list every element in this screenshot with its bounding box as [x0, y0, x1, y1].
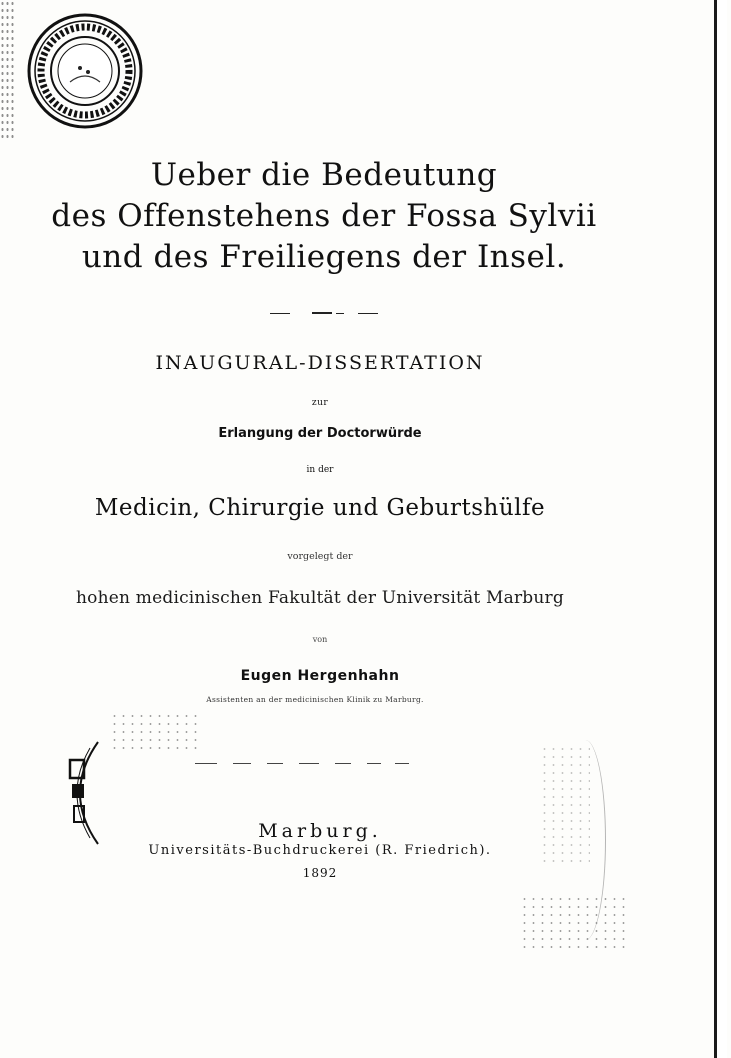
faculty-text: hohen medicinischen Fakultät der Universität Marburg	[76, 588, 564, 608]
scan-speckle	[110, 712, 200, 752]
author-name: Eugen Hergenhahn	[240, 668, 400, 684]
library-stamp-icon	[26, 12, 144, 130]
dissertation-purpose: Erlangung der Doctorwürde	[218, 426, 422, 441]
dissertation-type: INAUGURAL-DISSERTATION	[155, 352, 485, 374]
title-line-1: Ueber die Bedeutung	[150, 157, 498, 193]
vorgelegt-text: vorgelegt der	[287, 551, 353, 562]
dissertation-field: Medicin, Chirurgie und Geburtshülfe	[94, 495, 546, 521]
title-line-3: und des Freiliegens der Insel.	[81, 239, 567, 275]
imprint-place: Marburg.	[258, 820, 382, 842]
title-line-2: des Offenstehens der Fossa Sylvii	[51, 198, 597, 234]
ornamental-rule	[270, 312, 380, 316]
dashed-rule	[195, 762, 410, 766]
page-edge	[714, 0, 727, 1058]
von-text: von	[312, 635, 328, 644]
imprint-year: 1892	[302, 866, 338, 880]
in-der-text: in der	[306, 465, 334, 475]
author-position: Assistenten an der medicinischen Klinik zu Marburg.	[206, 695, 424, 704]
scan-speckle	[0, 0, 14, 140]
zur-text: zur	[311, 398, 329, 408]
imprint-printer: Universitäts-Buchdruckerei (R. Friedrich).	[148, 843, 492, 858]
